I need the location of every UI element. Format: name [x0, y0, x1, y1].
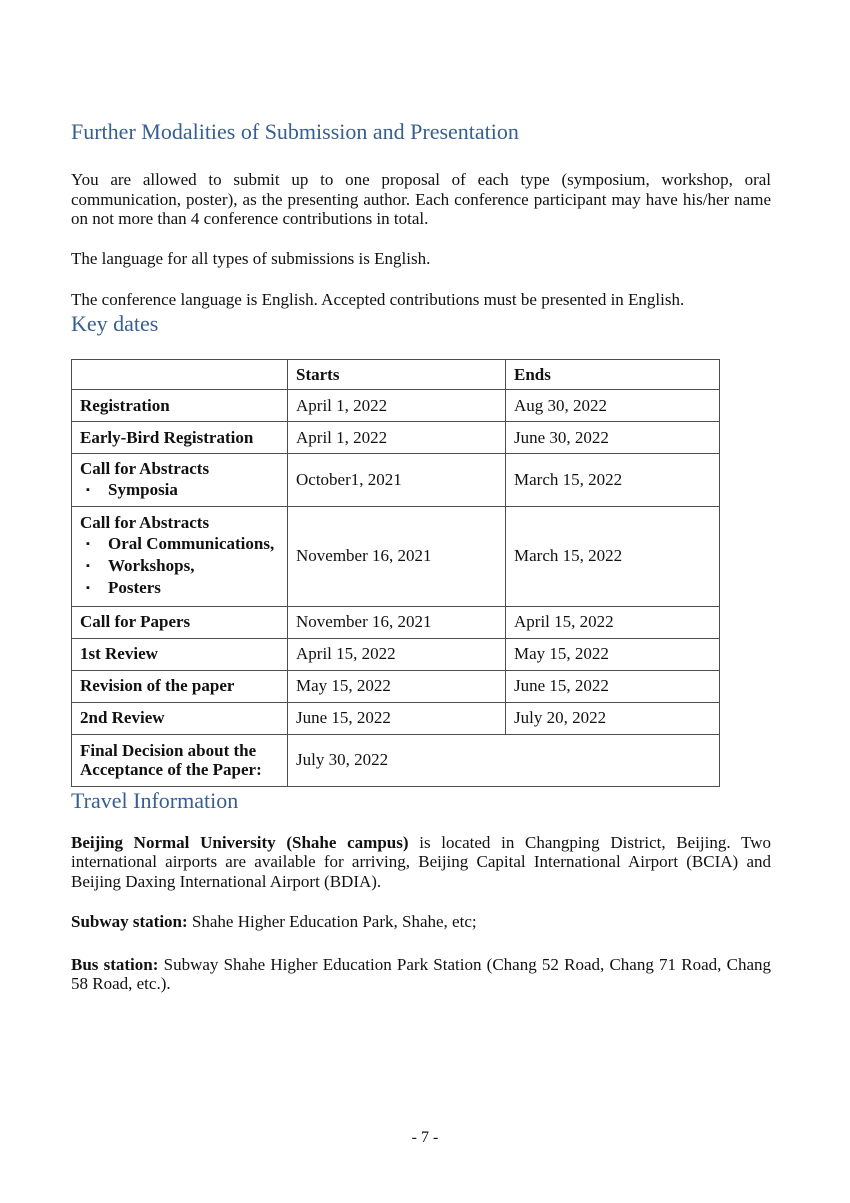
paragraph-submission-language: The language for all types of submissions is English. [71, 248, 431, 268]
starts-cell: November 16, 2021 [288, 606, 506, 638]
paragraph-subway-station [71, 912, 771, 932]
ends-cell: June 15, 2022 [506, 670, 720, 702]
subway-station-value: Shahe Higher Education Park, Shahe, etc; [187, 912, 477, 931]
bullet-list [80, 479, 279, 501]
row-label-cell: Final Decision about the Acceptance of the Paper: [72, 734, 288, 786]
row-label-cell [72, 506, 288, 606]
ends-cell: April 15, 2022 [506, 606, 720, 638]
heading-further-modalities: Further Modalities of Submission and Presentation [71, 119, 519, 144]
row-label: Call for Abstracts [80, 513, 210, 533]
list-item [86, 479, 279, 501]
ends-cell: March 15, 2022 [506, 454, 720, 507]
paragraph-proposal-limits: You are allowed to submit up to one proposal of each type (symposium, workshop, oral communication, poster), as the presenting author. Each conference participant may have his/her name on not more than 4 conference contributions in total. [71, 170, 771, 228]
row-label-cell: Early-Bird Registration [72, 422, 288, 454]
travel-paragraph-rest: is located in Changping District, Beijing. Two international airports are available for arriving, Beijing Capital International Airport (BCIA) and Beijing Daxing International Airport (BDIA). [71, 832, 771, 891]
heading-travel-information: Travel Information [71, 787, 239, 813]
starts-cell: April 1, 2022 [288, 422, 506, 454]
list-item [86, 577, 279, 599]
ends-cell: June 30, 2022 [506, 422, 720, 454]
table-row-call-for-papers [72, 606, 720, 638]
row-label-cell: Call for Papers [72, 606, 288, 638]
heading-key-dates: Key dates [71, 310, 159, 336]
table-row-revision [72, 670, 720, 702]
table-row-registration [72, 390, 720, 422]
final-decision-date-cell: July 30, 2022 [288, 734, 720, 786]
ends-cell: March 15, 2022 [506, 506, 720, 606]
header-starts-cell: Starts [288, 359, 506, 390]
bullet-list [80, 533, 279, 599]
table-row-first-review [72, 638, 720, 670]
starts-cell: April 15, 2022 [288, 638, 506, 670]
ends-cell: May 15, 2022 [506, 638, 720, 670]
starts-cell: April 1, 2022 [288, 390, 506, 422]
bullet-square-icon: ▪ [86, 537, 90, 550]
row-label-cell: 1st Review [72, 638, 288, 670]
table-row-early-bird [72, 422, 720, 454]
table-row-second-review [72, 702, 720, 734]
bullet-square-icon: ▪ [86, 581, 90, 594]
row-label-cell [72, 454, 288, 507]
bullet-square-icon: ▪ [86, 559, 90, 572]
bus-station-value: Subway Shahe Higher Education Park Station (Chang 52 Road, Chang 71 Road, Chang 58 Road, etc.). [71, 954, 771, 993]
list-item [86, 555, 279, 577]
bullet-square-icon: ▪ [86, 483, 90, 496]
page-number: - 7 - [411, 1129, 439, 1146]
ends-cell: Aug 30, 2022 [506, 390, 720, 422]
table-row-abstracts-oral [72, 506, 720, 606]
key-dates-table [71, 359, 720, 787]
starts-cell: November 16, 2021 [288, 506, 506, 606]
bullet-text: Symposia [108, 479, 178, 499]
table-header-row [72, 359, 720, 390]
header-empty-cell [72, 359, 288, 390]
ends-cell: July 20, 2022 [506, 702, 720, 734]
row-label-cell: Registration [72, 390, 288, 422]
header-ends-cell: Ends [506, 359, 720, 390]
university-name-bold: Beijing Normal University (Shahe campus) [71, 832, 409, 852]
subway-station-label: Subway station: [71, 912, 188, 931]
starts-cell: October1, 2021 [288, 454, 506, 507]
paragraph-bus-station [71, 955, 771, 994]
bullet-text: Oral Communications, [108, 533, 275, 553]
table-row-abstracts-symposia [72, 454, 720, 507]
row-label-cell: 2nd Review [72, 702, 288, 734]
bus-station-label: Bus station: [71, 954, 159, 974]
starts-cell: June 15, 2022 [288, 702, 506, 734]
table-row-final-decision [72, 734, 720, 786]
row-label-cell: Revision of the paper [72, 670, 288, 702]
paragraph-travel-airports [71, 833, 771, 892]
bullet-text: Posters [108, 577, 161, 597]
bullet-text: Workshops, [108, 555, 195, 575]
row-label: Call for Abstracts [80, 459, 210, 478]
paragraph-conference-language: The conference language is English. Accepted contributions must be presented in English. [71, 290, 685, 309]
starts-cell: May 15, 2022 [288, 670, 506, 702]
list-item [86, 533, 279, 555]
